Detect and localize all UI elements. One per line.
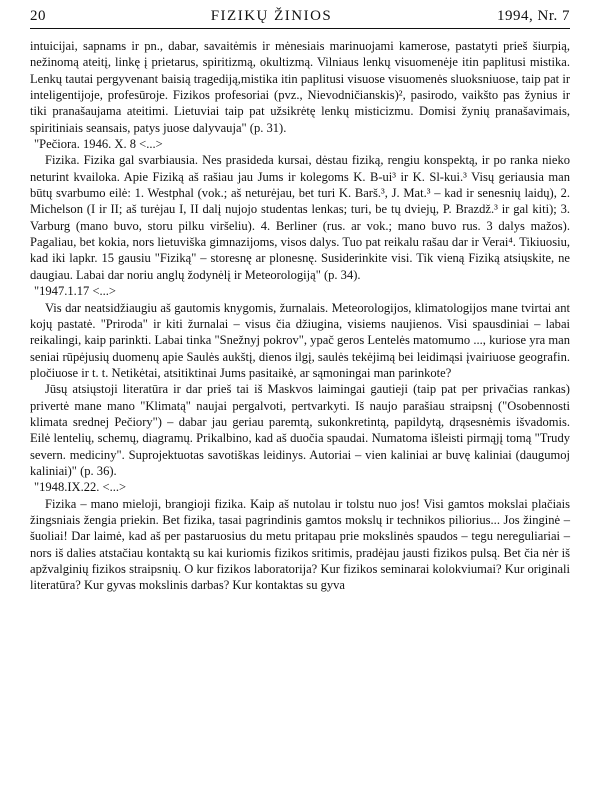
letter-date: "1948.IX.22. <...>: [34, 480, 127, 495]
paragraph: Jūsų atsiųstoji literatūra ir dar prieš tai iš Maskvos laimingai gautieji (taip pat per privačias rankas) privertė mane mano "Klimatą" naujai pergalvoti, pertvarkyti. Iš naujo parašiau straipsnį ("Osobennosti klimata srednej Pečiory") – dabar jau geriau paremtą, sukonkretintą, papildytą, drąsesnėmis išvadomis. Eilė lentelių, schemų, diagramų. Prikalbino, kad aš duočia spaudai. Numatoma išleisti pirmąjį tomą "Trudy severn. mediciny". Suprojektuotas savotiškas leidinys. Autoriai – vien kaliniai ar buvę kaliniai (daugumoj kaliniai)" (p. 36).: [30, 382, 570, 478]
paragraph: Vis dar neatsidžiaugiu aš gautomis knygomis, žurnalais. Meteorologijos, klimatologijos mane tvirtai ant kojų pastatė. "Priroda" ir kiti žurnalai – visus čia džiugina, visiems naujienos. Visi spausdiniai – labai reikalingi, kaip parinkti. Labai tinka "Snežnyj pokrov", ypač geros Lentelės matomumo ..., kuriose yra man seniai rūpėjusių duomenų apie Saulės aukštį, dienos ilgį, saulės tekėjimą bei leidimąsi įvairiuose geografin. pločiuose ir t. t. Netikėtai, atsitiktinai Jums pasitaikė, ar sąmoningai man parinkote?: [30, 300, 570, 380]
paragraph: Fizika – mano mieloji, brangioji fizika. Kaip aš nutolau ir tolstu nuo jos! Visi gamtos mokslai plačiais žingsniais žengia priekin. Bet fizika, tasai pagrindinis gamtos mokslų ir technikos piliorius... Jos žinginė – šuoliai! Dar laimė, kad aš per pastaruosius du metu pritapau prie mokslinės spaudos – tegu nereguliariai – nors iš dalies atstačiau kontaktą su kai kuriomis fizikos sritimis, pradėjau jausti fizikos pulsą. Bet čia nėr iš apžvalginių fizikos straipsnių. O kur fizikos laboratorija? Kur fizikos seminarai kolokviumai? Kur originali literatūra? Kur gyvas mokslinis darbas? Kur kontaktas su gyva: [30, 496, 570, 593]
paragraph: Fizika. Fizika gal svarbiausia. Nes prasideda kursai, dėstau fiziką, rengiu konspektą, ir po ranka nieko neturint kvailoka. Apie Fiziką aš rašiau jau Jums ir kolegoms K. B-ui³ ir K. Sl-kui.³ Visų geriausia man būtų svarbumo eilė: 1. Westphal (vok.; aš neturėjau, bet turi K. Barš.³, J. Mat.³ – kad ir senesnių laidų), 2. Michelson (I ir II; aš turėjau I, II dalį nujojo studentas lenkas; turi, be tų dviejų, P. Brazdž.³ ir gal kiti); 3. Varburg (mano buvo, storu pilku viršeliu). 4. Berliner (rus. ar vok.; mano buvo rus. 3 dalys mažos). Pagaliau, bet kokia, nors lietuviška gimnazijoms, visos dalys. Tuo pat reikalu rašau dar ir Veraі⁴. Tikiuosiu, kad iki lapkr. 15 gausiu "Fiziką" – storesnę ar plonesnę. Susiderinkite visi. Tik vieną Fiziką atsiųskite, ne daugiau. Labai dar noriu anglų žodynėlį ir Meteorologiją" (p. 34).: [30, 153, 570, 282]
running-header: [30, 8, 570, 29]
paragraph: intuicijai, sapnams ir pn., dabar, savaitėmis ir mėnesiais marinuojami kamerose, pastatyti prieš šiurpią, nežinomą ateitį, linkę į prietarus, spiritizmą, okultizmą. Vilniaus lenkų visuomenėje itin paplitusi mistika. Lenkų tautai pergyvenant baisią tragediją,mistika itin paplitusi visuose visuomenės sluoksniuose, taip pat ir inteligentijoje, profesūroje. Fizikos profesoriai (pvz., Nievodničianskis)², pasirodo, vaikšto pas žynius ir tiki pranašaujama ateitimi. Lietuviai taip pat užsikrėtę lenkų misticizmu. Domisi žynių pranašavimais, spiritiniais seansais, patys juose dalyvauja" (p. 31).: [30, 39, 570, 135]
journal-title: FIZIKŲ ŽINIOS: [210, 8, 333, 24]
issue-info: 1994, Nr. 7: [496, 8, 570, 24]
letter-date: "1947.1.17 <...>: [34, 284, 117, 299]
letter-date: "Pečiora. 1946. X. 8 <...>: [34, 137, 163, 152]
page-number: 20: [30, 8, 46, 24]
article-body: [30, 38, 570, 594]
